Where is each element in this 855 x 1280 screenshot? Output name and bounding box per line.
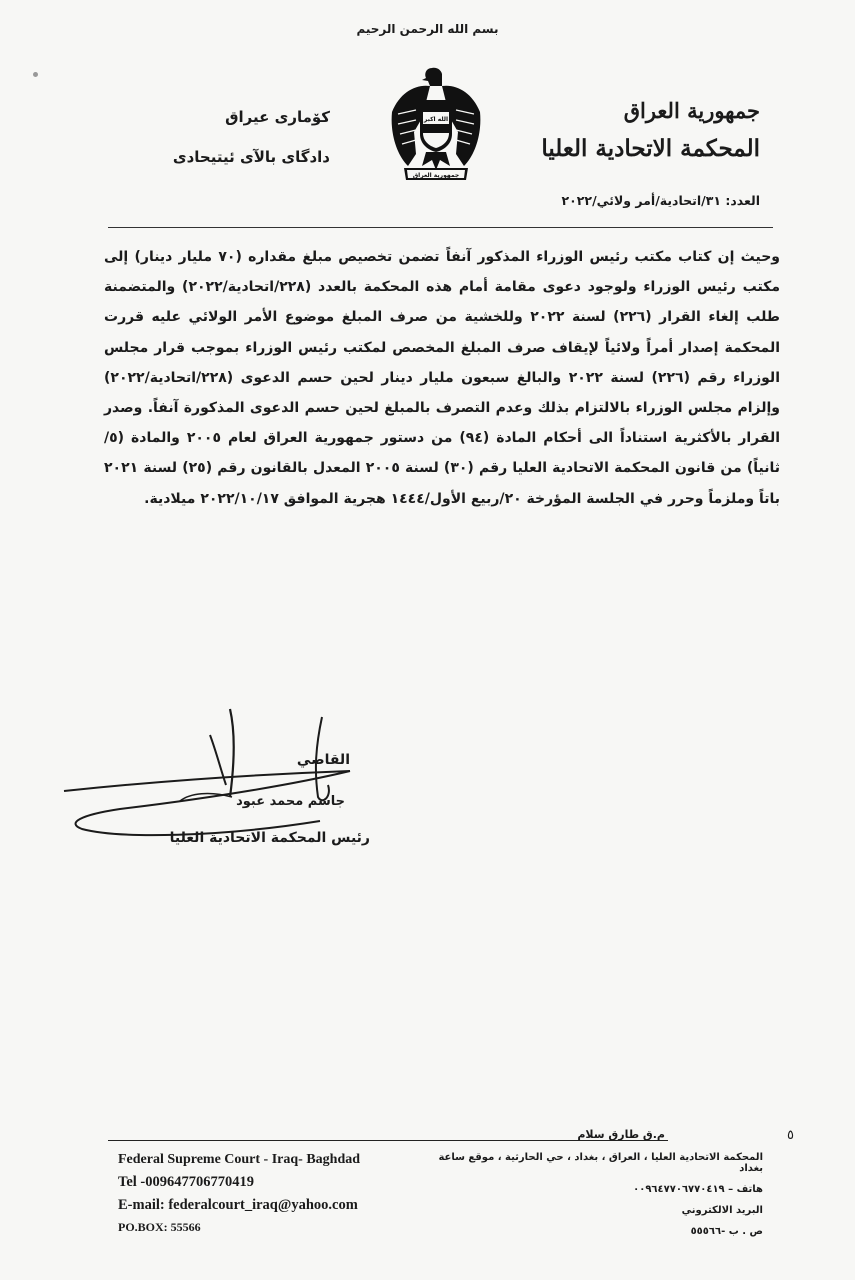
footer-arabic — [423, 1152, 763, 1247]
footer-divider — [108, 1140, 668, 1141]
header-arabic — [541, 98, 760, 162]
po-box: PO.BOX: 55566 — [118, 1220, 201, 1234]
email-address: E-mail: federalcourt_iraq@yahoo.com — [118, 1197, 358, 1213]
signature-name: جاسم محمد عبود — [236, 794, 345, 809]
basmala: بسم الله الرحمن الرحيم — [356, 22, 499, 36]
footer-english — [118, 1152, 360, 1241]
court-name-kurdish: دادگاى بالآى ئيتيحادى — [172, 148, 330, 166]
iraq-eagle-emblem-icon — [386, 62, 486, 190]
telephone: Tel -009647706770419 — [118, 1174, 255, 1190]
po-box-arabic: ص . ب -٥٥٥٦٦ — [690, 1226, 763, 1237]
header-kurdish — [150, 108, 330, 166]
email-label-arabic: البريد الالكتروني — [681, 1205, 763, 1216]
header-divider — [108, 227, 773, 228]
republic-name-kurdish: كۆمارى عيراق — [225, 108, 330, 126]
decision-body — [104, 242, 780, 514]
emblem-text: الله اكبر — [423, 116, 449, 123]
signature-role: رئيس المحكمة الاتحادية العليا — [169, 830, 370, 846]
emblem-banner-text: جمهورية العراق — [412, 172, 460, 179]
court-name-english: Federal Supreme Court - Iraq- Baghdad — [118, 1152, 361, 1167]
signature-title: القاضي — [296, 752, 350, 768]
address-arabic: المحكمة الاتحادية العليا ، العراق ، بغداد ، حي الحارثية ، موقع ساعة بغداد — [438, 1152, 763, 1174]
telephone-arabic: هاتف – ٠٠٩٦٤٧٧٠٦٧٧٠٤١٩ — [633, 1184, 763, 1195]
republic-name: جمهورية العراق — [623, 98, 760, 123]
stray-mark — [33, 72, 38, 77]
handwritten-signature-icon — [60, 705, 380, 845]
sender-initials: م.ق طارق سلام — [577, 1128, 665, 1141]
page-number: ٥ — [787, 1128, 794, 1143]
reference-number: العدد: ٣١/اتحادية/أمر ولائي/٢٠٢٢ — [561, 193, 760, 208]
court-name: المحكمة الاتحادية العليا — [541, 135, 760, 162]
body-paragraph: وحيث إن كتاب مكتب رئيس الوزراء المذكور آنفاً تضمن تخصيص مبلغ مقداره (٧٠ مليار دينار) إلى مكتب رئيس الوزراء ولوجود دعوى مقامة أمام هذه المحكمة بالعدد (٢٢٨/اتحادية/٢٠٢٢) والمتضمنة طلب إلغاء القرار (٢٢٦) لسنة ٢٠٢٢ وللخشية من صرف المبلغ موضوع الأمر الولائي عليه قررت المحكمة إصدار أمراً ولائياً لإيقاف صرف المبلغ المخصص لمكتب رئيس الوزراء بموجب قرار مجلس الوزراء رقم (٢٢٦) لسنة ٢٠٢٢ والبالغ سبعون مليار دينار لحين حسم الدعوى (٢٢٨/اتحادية/٢٠٢٢) وإلزام مجلس الوزراء بالالتزام بذلك وعدم التصرف بالمبلغ لحين حسم الدعوى المذكورة آنفاً. وصدر القرار بالأكثرية استناداً الى أحكام المادة (٩٤) من دستور جمهورية العراق لعام ٢٠٠٥ والمادة (٥/ثانياً) من قانون المحكمة الاتحادية العليا رقم (٣٠) لسنة ٢٠٠٥ المعدل بالقانون رقم (٢٥) لسنة ٢٠٢١ باتاً وملزماً وحرر في الجلسة المؤرخة ٢٠/ربيع الأول/١٤٤٤ هجرية الموافق ٢٠٢٢/١٠/١٧ ميلادية. — [104, 249, 781, 507]
